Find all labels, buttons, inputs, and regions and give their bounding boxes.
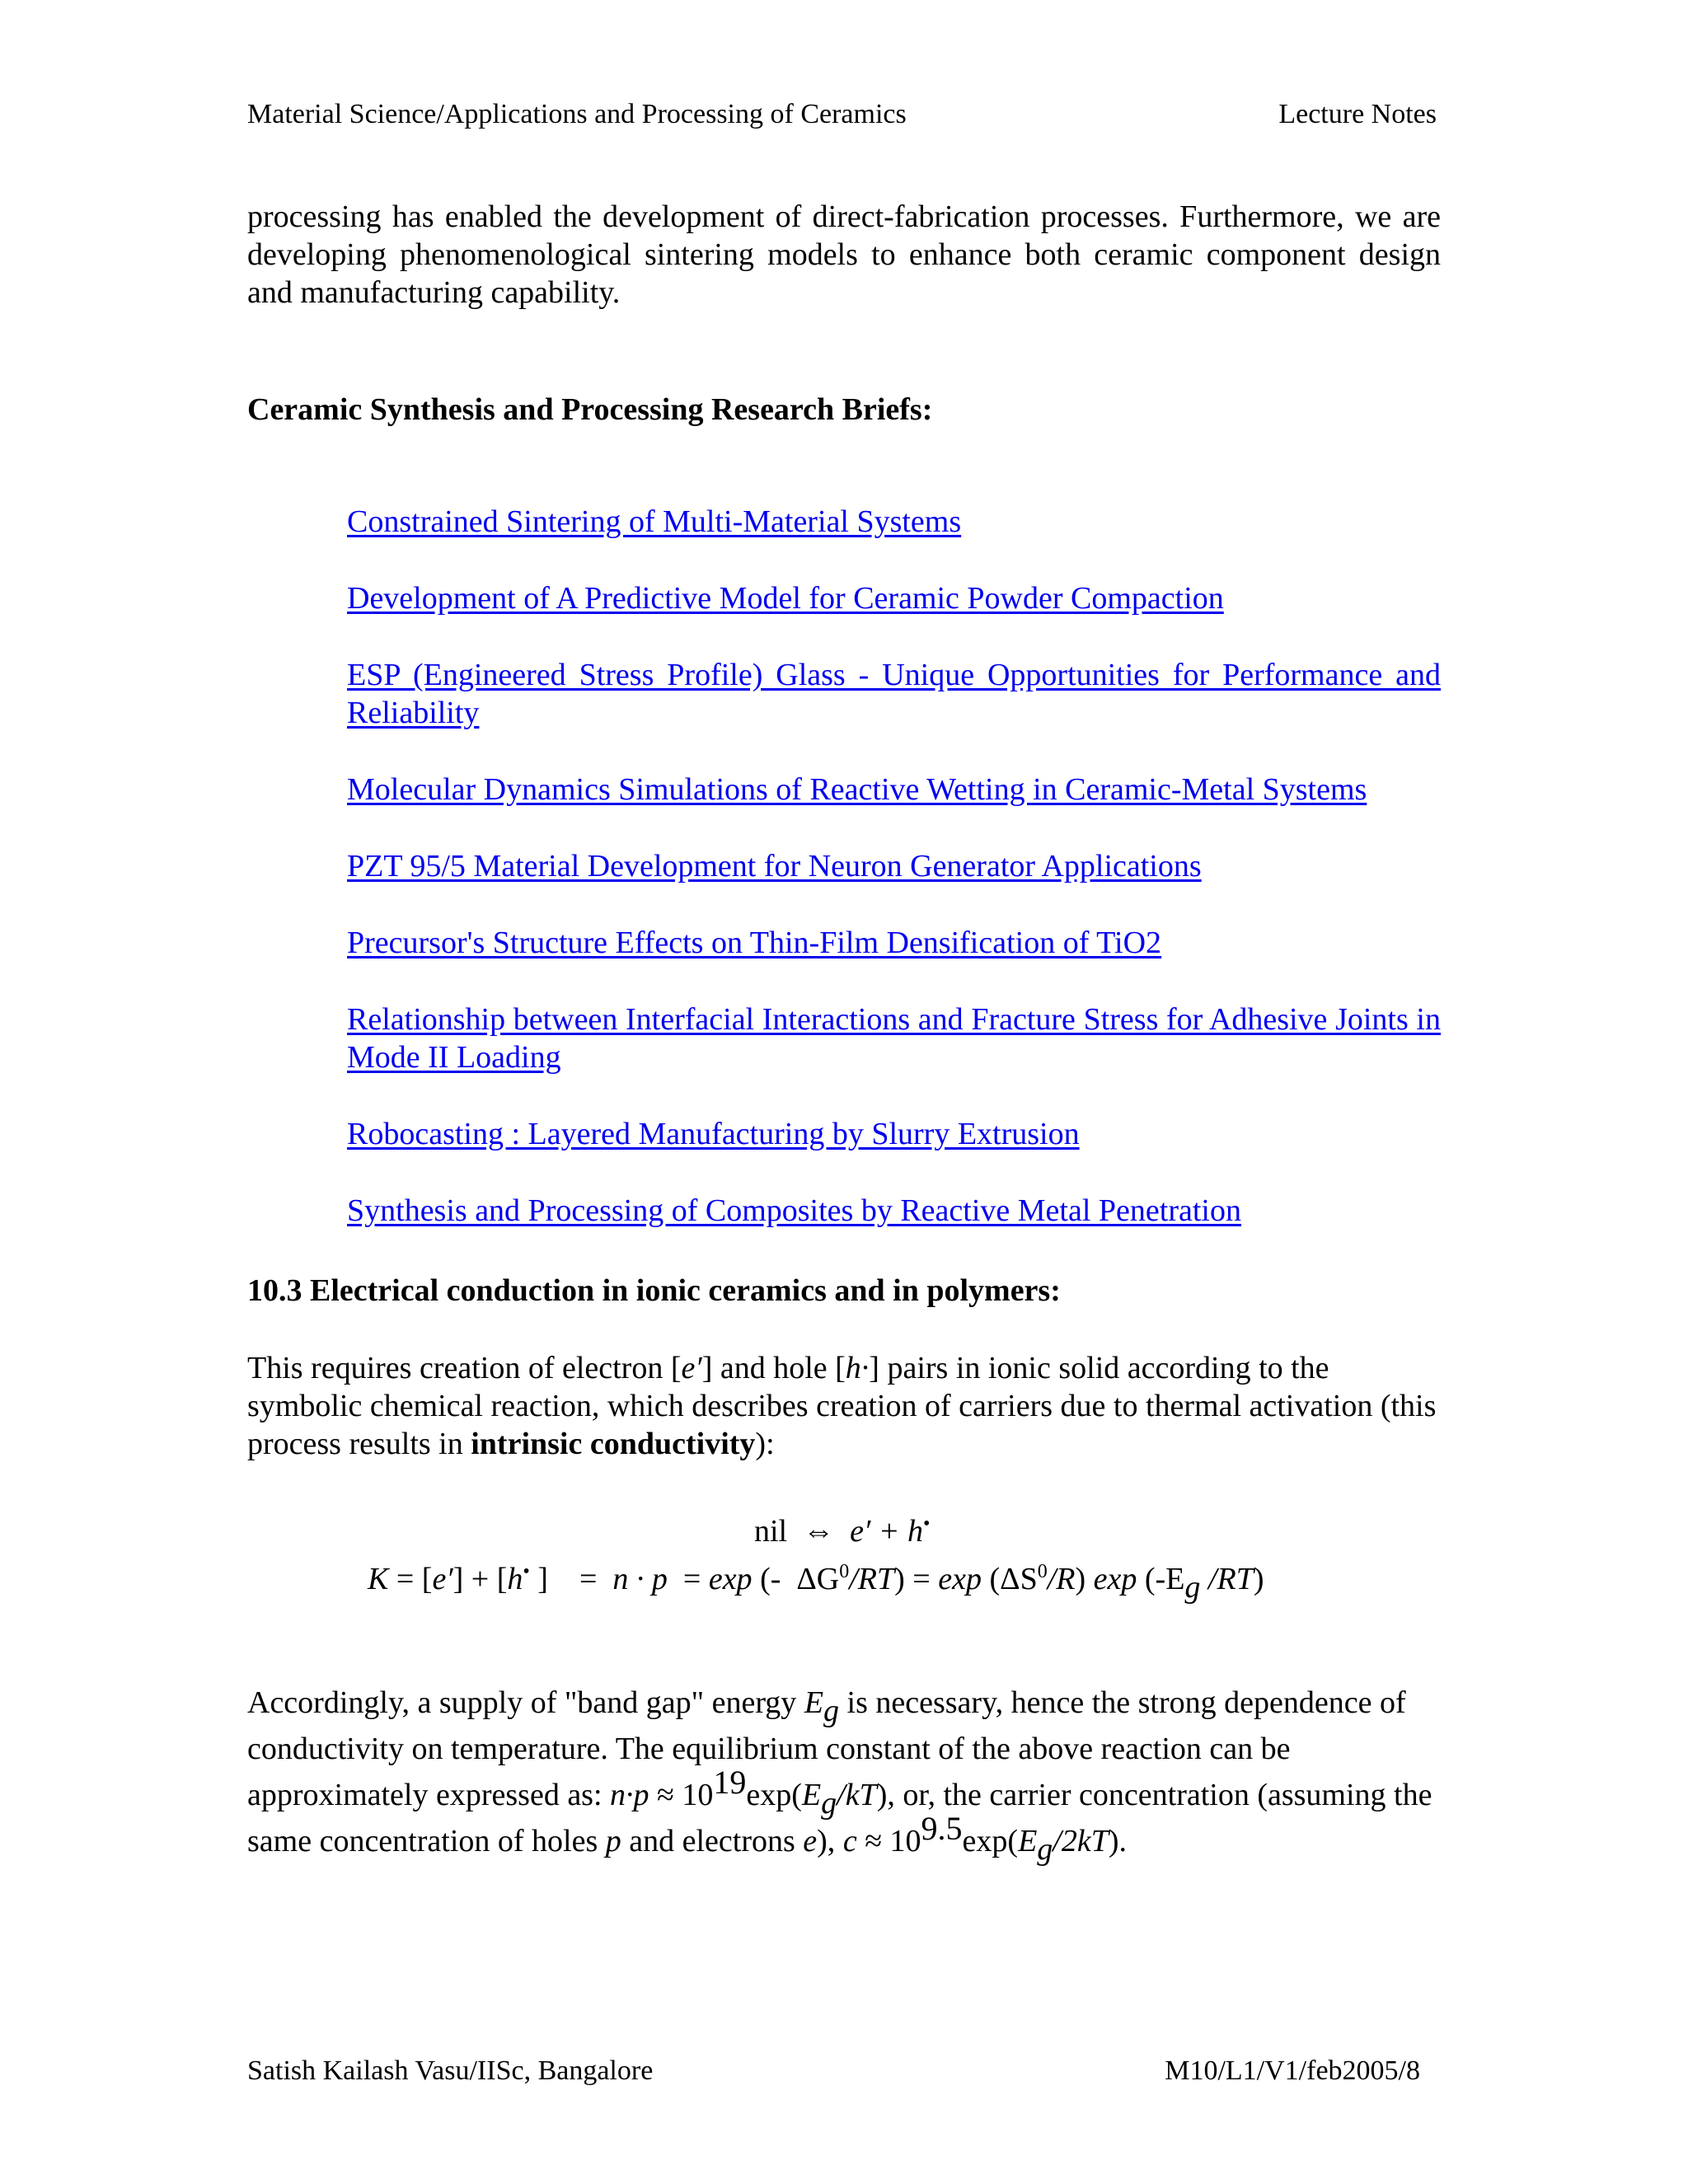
- list-item: [347, 771, 1441, 808]
- list-item: [347, 924, 1441, 962]
- running-header-title: Material Science/Applications and Processing of Ceramics: [247, 99, 907, 129]
- intro-paragraph: processing has enabled the development of direct-fabrication processes. Furthermore, we are developing phenomenological sintering models to enhance both ceramic component design and manufacturing capability.: [247, 199, 1441, 310]
- list-item: [347, 579, 1441, 617]
- list-item: [347, 656, 1441, 732]
- list-item: [347, 1115, 1441, 1153]
- brief-link-interfacial-interactions[interactable]: Relationship between Interfacial Interactions and Fracture Stress for Adhesive Joints in Mode II Loading: [347, 1002, 1441, 1075]
- list-item: [347, 1192, 1441, 1230]
- research-briefs-list: [347, 503, 1441, 1268]
- list-item: [347, 847, 1441, 885]
- footer-author: Satish Kailash Vasu/IISc, Bangalore: [247, 2055, 654, 2086]
- brief-link-precursor-tio2[interactable]: Precursor's Structure Effects on Thin-Film Densification of TiO2: [347, 926, 1162, 960]
- list-item: [347, 1001, 1441, 1076]
- research-briefs-heading: Ceramic Synthesis and Processing Research Briefs:: [247, 392, 933, 427]
- brief-link-pzt-95-5[interactable]: PZT 95/5 Material Development for Neuron Generator Applications: [347, 849, 1202, 883]
- brief-link-molecular-dynamics[interactable]: Molecular Dynamics Simulations of Reactive Wetting in Ceramic-Metal Systems: [347, 772, 1367, 807]
- footer-page-id: M10/L1/V1/feb2005/8: [1165, 2055, 1420, 2086]
- equation-equilibrium: K = [e′] + [h• ] = n · p = exp (- $\Delta G^0/RT) = \exp (\Delta S^0/R)$ $\exp (-E_g$ /RT): [368, 1561, 1264, 1605]
- section-heading: 10.3 Electrical conduction in ionic ceramics and in polymers:: [247, 1273, 1061, 1308]
- brief-link-constrained-sintering[interactable]: Constrained Sintering of Multi-Material Systems: [347, 504, 962, 539]
- running-header-label: Lecture Notes: [1278, 99, 1437, 129]
- brief-link-powder-compaction[interactable]: Development of A Predictive Model for Ceramic Powder Compaction: [347, 581, 1224, 616]
- double-arrow-icon: ⇔: [803, 1514, 835, 1549]
- list-item: [347, 503, 1441, 541]
- section-paragraph-2: Accordingly, a supply of "band gap" energy $E_g$ is necessary, hence the strong dependence of conductivity on temperature. The equilibrium constant of the above reaction can be approximately expressed as: $n\cdot p \approx 1019\exp(E_g/kT)$, or, the carrier concentration (assuming the same concentration of holes p and electrons e), $c \approx 109.5\exp(E_g/2kT)$.: [247, 1685, 1432, 1867]
- section-paragraph-1: This requires creation of electron [e′] and hole [h·] pairs in ionic solid according to the symbolic chemical reaction, which describes creation of carriers due to thermal activation (this process results in intrinsic conductivity):: [247, 1351, 1437, 1461]
- brief-link-robocasting[interactable]: Robocasting : Layered Manufacturing by Slurry Extrusion: [347, 1117, 1080, 1151]
- brief-link-esp-glass[interactable]: ESP (Engineered Stress Profile) Glass - Unique Opportunities for Performance and Reliability: [347, 658, 1441, 730]
- brief-link-reactive-metal-penetration[interactable]: Synthesis and Processing of Composites by Reactive Metal Penetration: [347, 1193, 1241, 1228]
- equation-reaction: nil ⇔ e′ + h•: [754, 1513, 931, 1549]
